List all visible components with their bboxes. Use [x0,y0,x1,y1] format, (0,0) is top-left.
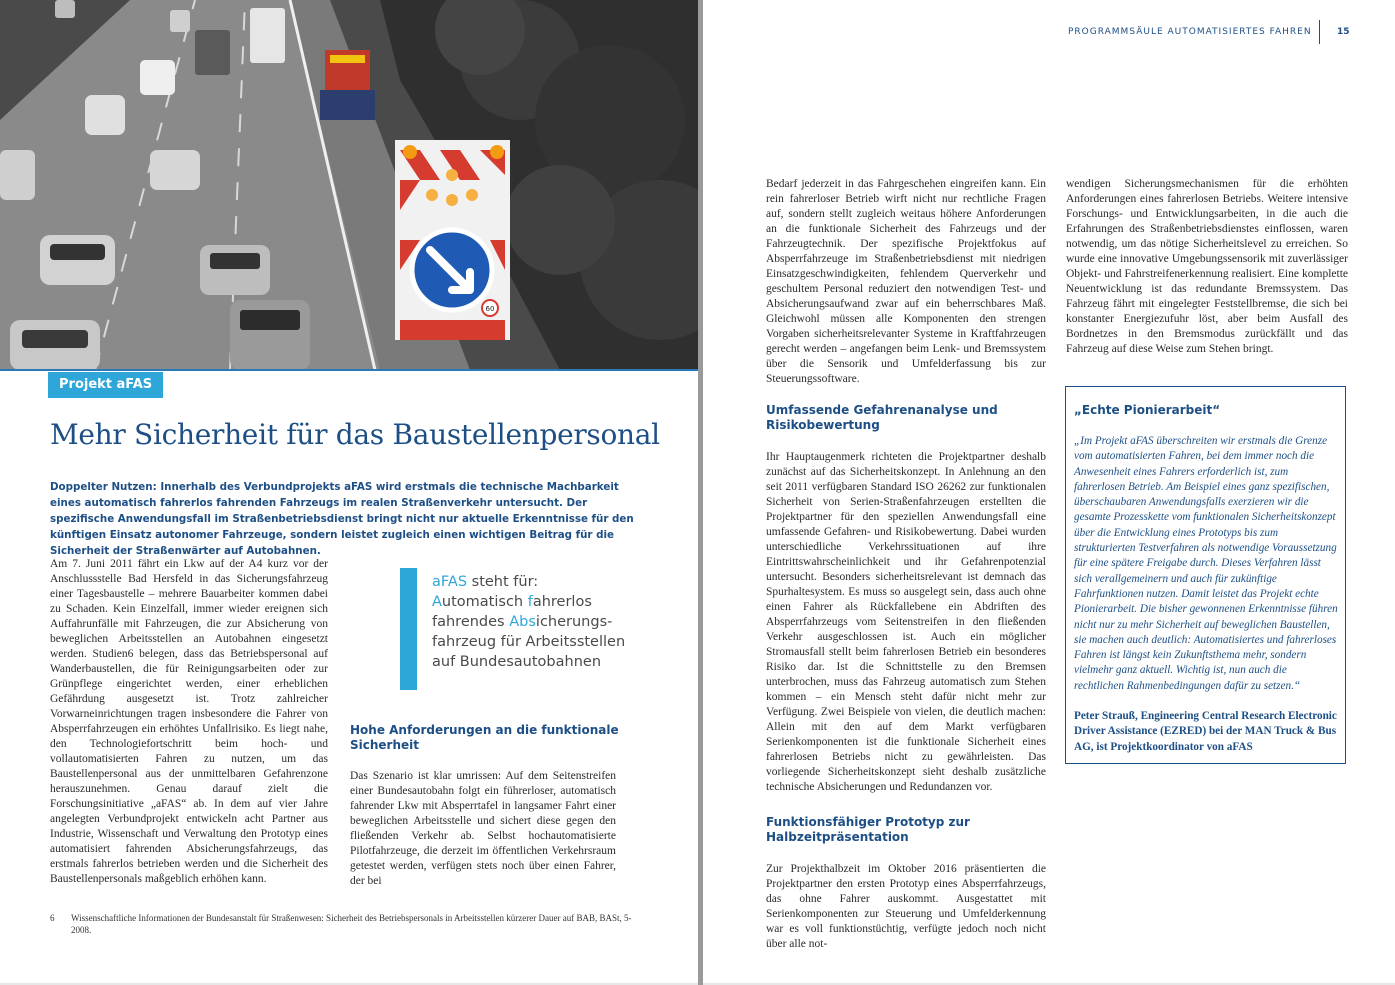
acronym-callout [400,568,640,690]
heading-anforderungen: Hohe Anforderungen an die funktionale Sicherheit [350,723,619,752]
page-title: Mehr Sicherheit für das Baustellenpersonal [50,418,660,451]
footnote: Wissenschaftliche Informationen der Bundesanstalt für Straßenwesen: Sicherheit des Betriebspersonals in Arbeitsstellen kürzerer Dauer auf BAB, BASt, 5-2008. [71,913,632,935]
quote-text: „Im Projekt aFAS überschreiten wir erstmals die Grenze vom automatisierten Fahren, bei dem immer noch die Anwesenheit eines Fahrers erforderlich ist, zum fahrerlosen Betrieb. Am Beispiel eines ganz spezifischen, überschaubaren Anwendungsfalls exerzieren wir die gesamte Prozesskette vom funktionalen Sicherheitskonzept über die Entwicklung eines Prototyps bis zum strukturierten Testverfahren als notwendige Voraussetzung für eine spätere Freigabe durch. Dieses Verfahren lässt sich verallgemeinern und auch für zukünftige Fahrfunktionen nutzen. Damit leistet das Projekt echte Pionierarbeit. Die bisher gewonnenen Erkenntnisse führen nicht nur zu mehr Sicherheit auf beweglichen Baustellen, sie machen auch deutlich: Automatisiertes und fahrerloses Fahren ist längst kein Zukunftsthema mehr, sondern vielmehr ganz aktuell. Wichtig ist, nun auch die rechtlichen Rahmenbedingungen dafür zu setzen.“ [1074,435,1338,692]
body-column-3: Bedarf jederzeit in das Fahrgeschehen eingreifen kann. Ein rein fahrerloser Betrieb wirft nicht nur rechtliche Fragen auf, sondern stellt zugleich weitaus höhere Anforderungen an die funktionale Sicherheit des Fahrzeugs und der Fahrzeugtechnik. Der spezifische Projektfokus auf Absperrfahrzeuge im Straßenbetriebsdienst mit niedrigen Einsatzgeschwindigkeiten, fehlendem Querverkehr und geschultem Personal reduziert den notwendigen Test- und Absicherungsaufwand zwar auf ein beherrschbares Maß. Gleichwohl müssen alle Komponenten den strengen Vorgaben sicherheitsrelevanter Systeme in Kraftfahrzeugen gerecht werden – angefangen beim Lenk- und Bremssystem über die Sensorik und Umfelderfassung bis zur Steuerungssoftware. [766,178,1046,385]
body-column-2: Das Szenario ist klar umrissen: Auf dem Seitenstreifen einer Bundesautobahn folgt ein führerloser, automatisch fahrender Lkw mit Absperrtafel in langsamer Fahrt einer beweglichen Arbeitsstelle und sichert diese gegen den fließenden Verkehr ab. Selbst hochautomatisierte Pilotfahrzeuge, die derzeit im öffentlichen Verkehrsraum getestet werden, verfügen stets noch über einen Fahrer, der bei [350,770,616,887]
quote-box [1065,386,1346,764]
quote-author: Peter Strauß, Engineering Central Research Electronic Driver Assistance (EZRED) bei der MAN Truck & Bus AG, ist Projektkoordinator von aFAS [1074,710,1337,753]
lead-paragraph: Doppelter Nutzen: Innerhalb des Verbundprojekts aFAS wird erstmals die technische Machbarkeit eines automatisch fahrerlos fahrenden Fahrzeugs im realen Straßenverkehr untersucht. Der spezifische Anwendungsfall im Straßenbetriebsdienst bringt nicht nur aktuelle Erkenntnisse für den künftigen Einsatz autonomer Fahrzeuge, sondern leistet zugleich einen wichtigen Beitrag für die Sicherheit der Straßenwärter auf Autobahnen. [50,481,634,557]
highway-photo [0,0,698,370]
running-head: PROGRAMMSÄULE AUTOMATISIERTES FAHREN [1068,27,1312,37]
left-page [0,0,698,983]
callout-accent-bar [400,568,417,690]
highway-illustration [0,0,698,370]
body-column-3b: Ihr Hauptaugenmerk richteten die Projektpartner deshalb zunächst auf das Sicherheitskonzept. In Anlehnung an den seit 2011 verfügbaren Standard ISO 26262 zur funktionalen Sicherheit von Serien-Straßenfahrzeugen erstellten die Projektpartner für den speziellen Anwendungsfall eine umfassende Gefahren- und Risikobewertung. Dabei wurden unterschiedliche Verkehrssituationen auf ihre Eintrittswahrscheinlichkeit und ihr Gefahrenpotenzial untersucht. Besonders sicherheitsrelevant ist demnach das Spurhaltesystem. Es muss so ausgelegt sein, dass auch ohne einen Fahrer als Rückfallebene ein Abdriften des Absperrfahrzeugs vom Seitenstreifen in den fließenden Verkehr ausgeschlossen ist. Auch ein möglicher Stromausfall stellt beim fahrerlosen Betrieb ein besonderes Risiko dar. Ist die Schnittstelle zu den Bremsen unterbrochen, muss das Fahrzeug automatisch zum Stehen kommen – ein Mensch steht dafür nicht mehr zur Verfügung. Zwei Beispiele von vielen, die deutlich machen: Allein mit den auf dem Markt verfügbaren Serienkomponenten ist die funktionale Sicherheit eines fahrerlosen Betriebs nicht zu gewährleisten. Das vorliegende Sicherheitskonzept sieht deshalb zusätzliche technische Absicherungen und Redundanzen vor. [766,451,1046,793]
header-divider [1319,20,1320,44]
project-tag: Projekt aFAS [48,372,163,398]
body-column-3c: Zur Projekthalbzeit im Oktober 2016 präsentierten die Projektpartner den ersten Prototyp eines Absperrfahrzeugs, das ohne Fahrer auskommt. Ausgestattet mit Serienkomponenten zur Steuerung und Umfelderkennung war es voll funktionstüchtig, verfügte jedoch noch nicht über alle not- [766,863,1046,950]
speed-sign-text: 60 [485,305,495,313]
footnote-number: 6 [50,913,55,923]
acronym-text: aFAS steht für: Automatisch fahrerlos fahrendes Absicherungs- fahrzeug für Arbeitsstellen auf Bundesautobahnen [432,574,626,670]
photo-rule [0,369,698,371]
page-number: 15 [1337,27,1350,37]
body-column-1: Am 7. Juni 2011 fährt ein Lkw auf der A4 kurz vor der Anschlussstelle Bad Hersfeld in das Sicherungsfahrzeug einer Tagesbaustelle – mehrere Bauarbeiter kommen dabei zu Schaden. Kein Einzelfall, immer wieder ereignen sich Auffahrunfälle mit Fahrzeugen, die zur Absicherung von beweglichen Arbeitsstellen an Autobahnen eingesetzt werden. Studien6 belegen, dass das Betriebspersonal auf Wanderbaustellen, die für Reinigungsarbeiten oder zur Grünpflege eingerichtet werden, einer erheblichen Gefährdung ausgesetzt ist. Trotz zahlreicher Vorwarneinrichtungen tragen insbesondere die Fahrer von Absperrfahrzeugen ein erhöhtes Unfallrisiko. Es liegt nahe, den Technologiefortschritt beim hoch- und vollautomatisierten Fahren zu nutzen, um das Baustellenpersonal aus der unmittelbaren Gefahrenzone herauszunehmen. Genau darauf zielt die Forschungsinitiative „aFAS“ ab. In dem auf vier Jahre angelegten Verbundprojekt entwickeln acht Partner aus Industrie, Wissenschaft und Verwaltung den Prototyp eines automatisiert fahrenden Absicherungsfahrzeugs, das erstmals fahrerlos betrieben werden und die Sicherheit des Baustellenpersonals maßgeblich erhöhen kann. [50,558,328,885]
body-column-4: wendigen Sicherungsmechanismen für die erhöhten Anforderungen eines fahrerlosen Betriebs. Weitere intensive Forschungs- und Entwicklungsarbeiten, in die auch die Erfahrungen des Straßenbetriebsdienstes einflossen, waren notwendig, um das nötige Sicherheitslevel zu erreichen. So wurde eine innovative Umgebungssensorik mit zuverlässiger Objekt- und Fahrstreifenerkennung realisiert. Eine komplette Neuentwicklung ist das redundante Bremssystem. Das Fahrzeug fährt mit eingelegter Feststellbremse, die sich bei konstanter Energiezufuhr löst, aber beim Ausfall des Bordnetzes in den Bremsmodus zurückfällt und das Fahrzeug auf diese Weise zum Stehen bringt. [1066,178,1348,355]
heading-prototyp: Funktionsfähiger Prototyp zur Halbzeitpräsentation [766,815,970,844]
quote-title: „Echte Pionierarbeit“ [1074,403,1221,417]
heading-gefahrenanalyse: Umfassende Gefahrenanalyse und Risikobewertung [766,403,998,432]
